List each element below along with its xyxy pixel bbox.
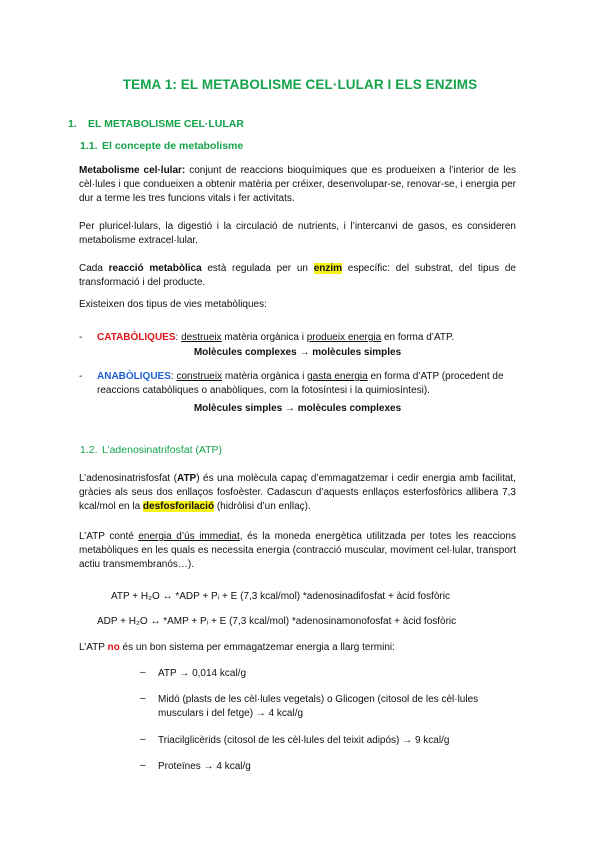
text-fragment: en forma d’ATP. bbox=[381, 332, 455, 343]
bullet-dash: - bbox=[79, 332, 83, 343]
text-fragment: està regulada per un bbox=[201, 263, 314, 274]
text-fragment: matèria orgànica i bbox=[222, 371, 308, 382]
text-fragment: en forma d’ATP (procedent de reaccions catabòliques o anabòliques, com la fotosíntesi i la quimiosíntesi). bbox=[97, 371, 504, 396]
term-metabolisme: Metabolisme cel·lular: bbox=[79, 165, 186, 176]
paragraph-reaccio bbox=[79, 262, 516, 290]
text-fragment: : bbox=[170, 371, 177, 382]
text-fragment: és un bon sistema per emmagatzemar energia a llarg termini: bbox=[119, 642, 395, 653]
emphasis-no: no bbox=[107, 642, 120, 653]
equation-atp: ATP + H₂O ↔ *ADP + Pᵢ + E (7,3 kcal/mol) *adenosinadifosfat + àcid fosfòric bbox=[111, 591, 450, 602]
paragraph-pluricel: Per pluricel·lulars, la digestió i la circulació de nutrients, i l’intercanvi de gasos, es consideren metabolisme extracel·lular. bbox=[79, 221, 516, 246]
paragraph-vies: Existeixen dos tipus de vies metabòliques: bbox=[79, 299, 267, 310]
subsection-label: El concepte de metabolisme bbox=[102, 140, 244, 152]
bullet-cataboliques bbox=[97, 331, 517, 345]
equation-adp: ADP + H₂O ↔ *AMP + Pᵢ + E (7,3 kcal/mol) *adenosinamonofosfat + àcid fosfòric bbox=[97, 616, 457, 627]
list-item: Proteïnes → 4 kcal/g bbox=[158, 761, 251, 772]
text-fragment: , és la moneda energètica utilitzada per totes les reaccions metabòliques en les quals es necessita energia (contracció muscular, moviment cel·lular, transport actiu transmembranós…). bbox=[79, 531, 516, 570]
underlined-text: produeix energia bbox=[306, 332, 382, 343]
list-dash: – bbox=[140, 760, 146, 771]
subsection-number: 1.1. bbox=[80, 140, 98, 152]
paragraph-energia bbox=[79, 530, 516, 572]
text-fragment: ) és una molècula capaç d’emmagatzemar i cedir energia amb facilitat, gràcies als seus dos enllaços fosfoèster. Cadascun d’aquests enllaços esterfosfòrics allibera 7,3 kcal/mol en la bbox=[79, 473, 516, 512]
text-fragment: L’adenosinatrisfosfat ( bbox=[79, 473, 177, 484]
list-item: ATP → 0,014 kcal/g bbox=[158, 668, 247, 679]
subsection-label: L’adenosinatrifosfat (ATP) bbox=[102, 444, 223, 456]
highlight-desfosforilacio: desfosforilació bbox=[142, 501, 215, 512]
label-anaboliques: ANABÒLIQUES bbox=[97, 371, 171, 382]
paragraph-atp bbox=[79, 472, 516, 514]
page-title: TEMA 1: EL METABOLISME CEL·LULAR I ELS ENZIMS bbox=[122, 77, 478, 92]
subsection-heading-1-2 bbox=[80, 444, 222, 456]
bullet-dash: - bbox=[79, 371, 83, 382]
section-heading bbox=[68, 118, 244, 130]
subsection-number: 1.2. bbox=[80, 444, 98, 456]
section-label: EL METABOLISME CEL·LULAR bbox=[88, 118, 244, 130]
text-fragment: L’ATP conté bbox=[79, 531, 139, 542]
list-item: Midó (plasts de les cèl·lules vegetals) o Glicogen (citosol de les cèl·lules musculars i del fetge) → 4 kcal/g bbox=[158, 694, 479, 719]
underlined-text: destrueix bbox=[181, 332, 222, 343]
term-reaccio: reacció metabòlica bbox=[108, 263, 202, 274]
paragraph-emmagatzemar bbox=[79, 641, 516, 655]
list-dash: – bbox=[140, 667, 146, 678]
text-fragment: L’ATP bbox=[79, 642, 108, 653]
paragraph-text: conjunt de reaccions bioquímiques que es produeixen a l’interior de les cèl·lules i que condueixen a obtenir matèria per créixer, desenvolupar-se, renovar-se, i energia per dur a terme les tres funcions vitals i fer activitats. bbox=[79, 165, 517, 204]
underlined-text: construeix bbox=[176, 371, 223, 382]
text-fragment: matèria orgànica i bbox=[221, 332, 307, 343]
list-dash: – bbox=[140, 734, 146, 745]
list-dash: – bbox=[140, 693, 146, 704]
text-fragment: específic: del substrat, del tipus de transformació i del producte. bbox=[79, 263, 516, 288]
text-fragment: Cada bbox=[79, 263, 109, 274]
underlined-text: energia d’ús immediat bbox=[138, 531, 240, 542]
list-item: Triacilglicèrids (citosol de les cèl·lules del teixit adipós) → 9 kcal/g bbox=[158, 735, 450, 746]
subsection-heading-1-1 bbox=[80, 140, 243, 152]
highlight-enzim: enzim bbox=[313, 263, 343, 274]
paragraph-metabolisme bbox=[79, 164, 516, 206]
formula-cataboliques: Molècules complexes → molècules simples bbox=[193, 347, 402, 358]
text-fragment: (hidròlisi d’un enllaç). bbox=[214, 501, 311, 512]
label-cataboliques: CATABÒLIQUES bbox=[97, 332, 176, 343]
formula-anaboliques: Molècules simples → molècules complexes bbox=[193, 403, 402, 414]
bullet-anaboliques bbox=[97, 370, 517, 398]
underlined-text: gasta energia bbox=[307, 371, 368, 382]
text-fragment: : bbox=[175, 332, 182, 343]
term-atp: ATP bbox=[176, 473, 197, 484]
section-number: 1. bbox=[68, 118, 77, 130]
